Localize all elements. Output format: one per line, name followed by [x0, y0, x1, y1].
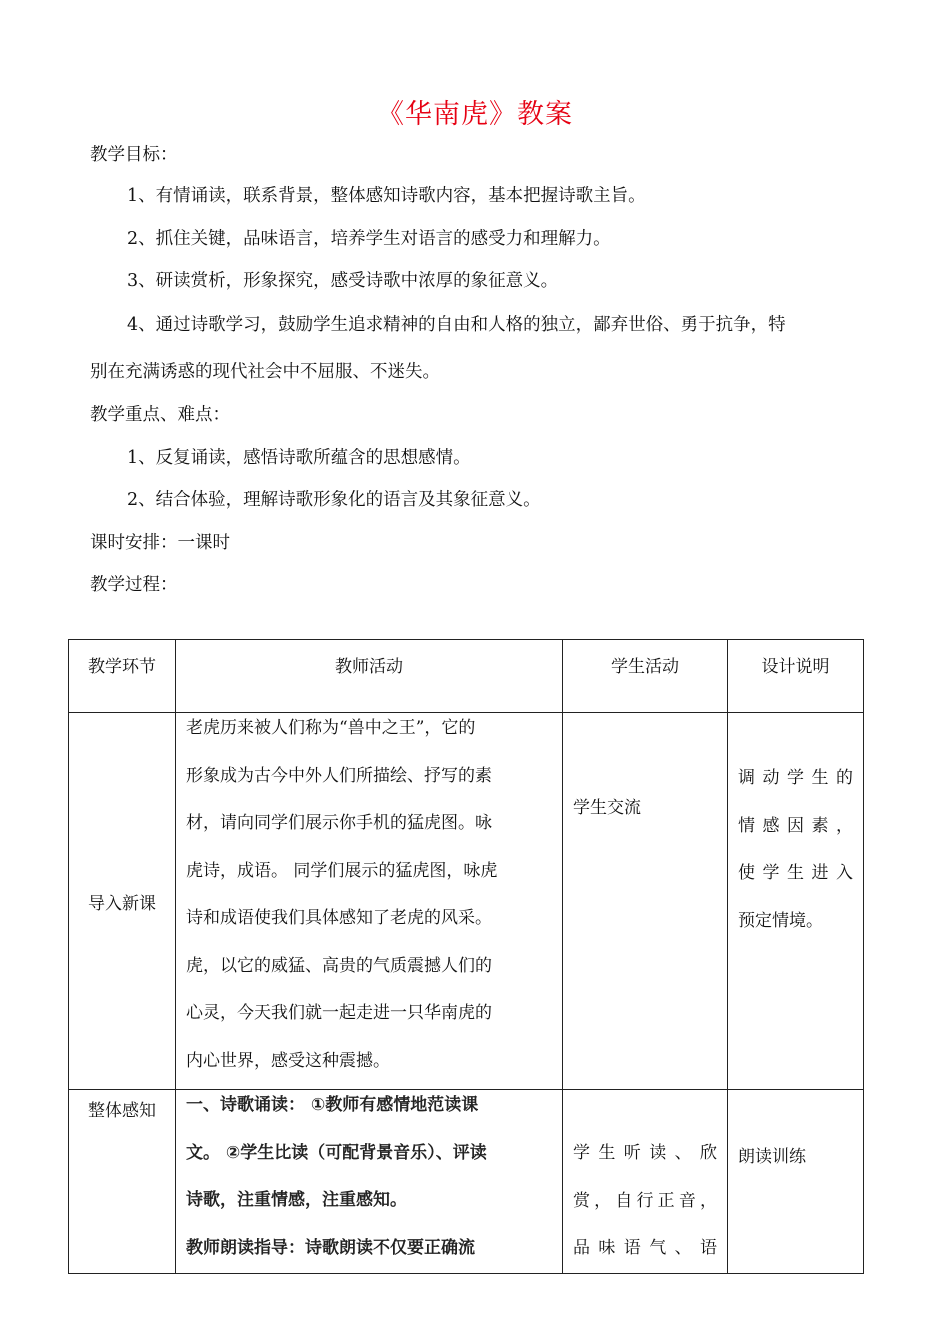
teacher-line: 诗和成语使我们具体感知了老虎的风采。: [186, 908, 492, 928]
teacher-line: 虎诗，成语。 同学们展示的猛虎图，咏虎: [186, 860, 498, 881]
teacher-line: 文。 ②学生比读（可配背景音乐）、评读: [186, 1142, 487, 1163]
teacher-line: 教师朗读指导：诗歌朗读不仅要正确流: [186, 1237, 475, 1258]
document-title: 《华南虎》教案: [377, 99, 573, 130]
objective-item: 3、研读赏析，形象探究，感受诗歌中浓厚的象征意义。: [127, 271, 559, 291]
design-line: 预定情境。: [738, 910, 823, 931]
keypoint-item: 2、结合体验，理解诗歌形象化的语言及其象征意义。: [127, 490, 541, 510]
student-line: 赏，自行正音，: [573, 1190, 717, 1211]
teacher-line: 内心世界，感受这种震撼。: [186, 1050, 390, 1071]
student-line: 品味语气、语: [573, 1238, 717, 1258]
teacher-line: 心灵，今天我们就一起走进一只华南虎的: [186, 1003, 492, 1023]
keypoints-heading: 教学重点、难点：: [90, 405, 230, 425]
teacher-line: 老虎历来被人们称为“兽中之王”，它的: [186, 718, 476, 738]
teacher-line: 诗歌，注重情感，注重感知。: [186, 1190, 407, 1210]
table-row: [69, 1090, 864, 1274]
stage-cell: 整体感知: [69, 1090, 176, 1274]
design-line: 使学生进入: [738, 863, 853, 883]
table-row: [69, 713, 864, 1090]
teacher-line: 虎，以它的威猛、高贵的气质震撼人们的: [186, 955, 492, 976]
design-text: 朗读训练: [738, 1147, 806, 1167]
objective-item-continued: 别在充满诱惑的现代社会中不屈服、不迷失。: [90, 362, 440, 382]
header-stage: 教学环节: [69, 640, 176, 713]
objective-item: 1、有情诵读，联系背景，整体感知诗歌内容，基本把握诗歌主旨。: [127, 186, 646, 206]
objective-item: 2、抓住关键，品味语言，培养学生对语言的感受力和理解力。: [127, 229, 611, 249]
table-header-row: [69, 640, 864, 713]
student-line: 学生听读、欣: [573, 1143, 717, 1163]
student-cell: [563, 1090, 728, 1274]
teacher-line: 形象成为古今中外人们所描绘、抒写的素: [186, 765, 492, 786]
header-teacher: 教师活动: [176, 640, 563, 713]
keypoint-item: 1、反复诵读，感悟诗歌所蕴含的思想感情。: [127, 448, 471, 468]
header-design: 设计说明: [728, 640, 864, 713]
teacher-line: 一、诗歌诵读： ①教师有感情地范读课: [186, 1095, 479, 1115]
objective-item: 4、通过诗歌学习，鼓励学生追求精神的自由和人格的独立，鄙弃世俗、勇于抗争，特: [127, 315, 786, 335]
design-cell: [728, 1090, 864, 1274]
design-cell: [728, 713, 864, 1090]
teacher-cell: [176, 713, 563, 1090]
teacher-cell: [176, 1090, 563, 1274]
stage-cell: 导入新课: [69, 713, 176, 1090]
student-cell: [563, 713, 728, 1090]
header-student: 学生活动: [563, 640, 728, 713]
schedule-line: 课时安排：一课时: [90, 533, 230, 553]
process-heading: 教学过程：: [90, 575, 178, 595]
design-line: 调动学生的: [738, 768, 853, 788]
teacher-line: 材，请向同学们展示你手机的猛虎图。咏: [186, 813, 492, 833]
student-text: 学生交流: [573, 798, 641, 818]
objectives-heading: 教学目标：: [90, 145, 178, 165]
design-line: 情感因素，: [738, 815, 853, 836]
lesson-process-table: [68, 639, 864, 1274]
